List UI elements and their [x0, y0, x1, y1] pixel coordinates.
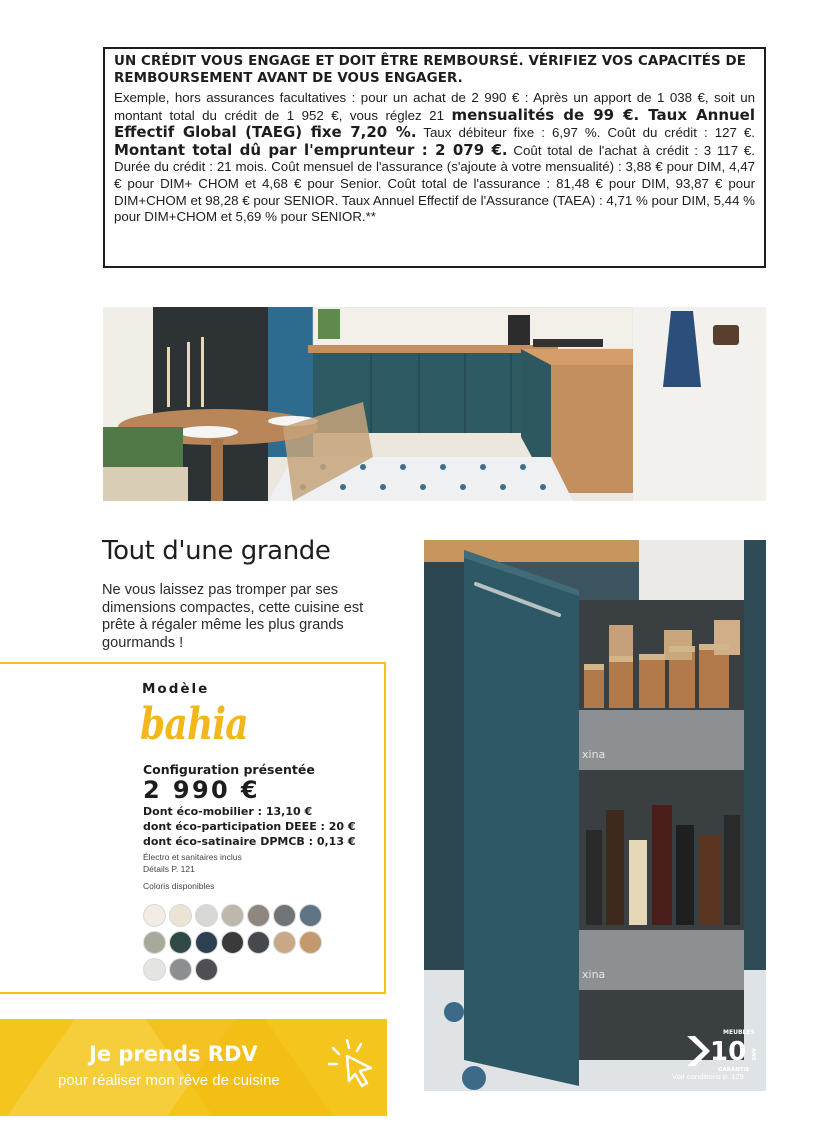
badge-caption: Voir conditions p. 129	[672, 1072, 744, 1081]
color-swatch	[299, 931, 322, 954]
credit-example-text	[114, 90, 755, 226]
eco-dpmcb: dont éco-satinaire DPMCB : 0,13 €	[143, 835, 356, 848]
model-name: bahia	[140, 699, 248, 750]
color-swatch	[195, 904, 218, 927]
model-label: Modèle	[142, 681, 210, 697]
color-swatch	[299, 904, 322, 927]
cta-subtitle: pour réaliser mon rêve de cuisine	[58, 1072, 280, 1089]
eco-deee: dont éco-participation DEEE : 20 €	[143, 820, 356, 833]
pullout-cabinet-illustration	[424, 540, 766, 1091]
color-swatch	[247, 931, 270, 954]
drawer-brand-upper: xina	[582, 748, 606, 761]
kitchen-overview-illustration	[103, 307, 766, 501]
color-swatch	[195, 958, 218, 981]
color-swatch	[143, 958, 166, 981]
color-swatch	[221, 904, 244, 927]
eco-mobilier: Dont éco-mobilier : 13,10 €	[143, 805, 313, 818]
color-swatch	[273, 931, 296, 954]
swatch-row	[143, 931, 333, 954]
credit-legal-box	[103, 47, 766, 268]
guarantee-badge-icon	[685, 1028, 760, 1074]
color-swatch	[221, 931, 244, 954]
details-page-note: Détails P. 121	[143, 864, 195, 874]
swatch-row	[143, 904, 333, 927]
cta-title[interactable]: Je prends RDV	[89, 1042, 258, 1066]
color-swatch	[169, 931, 192, 954]
color-swatch	[169, 958, 192, 981]
credit-text-bold2: Montant total dû par l'emprunteur : 2 079 €.	[114, 140, 508, 159]
color-swatch	[195, 931, 218, 954]
color-swatch	[169, 904, 192, 927]
cursor-click-icon	[325, 1036, 381, 1092]
color-swatch	[143, 931, 166, 954]
swatch-row	[143, 958, 333, 981]
credit-text-part3: Coût total de l'achat à crédit : 3 117 €. Durée du crédit : 21 mois. Coût mensuel de l'assurance (s'ajoute à votre mensualité) : 3,88 € pour DIM, 4,47 € pour DIM+ CHOM et 4,68 € pour Senior. Coût total de l'assurance : 81,48 € pour DIM, 93,87 € pour DIM+CHOM et 98,28 € pour SENIOR. Taux Annuel Effectif de l'Assurance (TAEA) : 4,71 % pour DIM, 5,44 % pour DIM+CHOM et 5,69 % pour SENIOR.**	[114, 142, 755, 225]
badge-bottom-text: GARANTIE	[718, 1067, 750, 1073]
guarantee-badge	[685, 1028, 760, 1074]
drawer-brand-lower: xina	[582, 968, 606, 981]
badge-years: ANS	[750, 1048, 756, 1061]
credit-text-bold1: mensualités de 99 €. Taux Annuel Effectif Global (TAEG) fixe 7,20 %.	[114, 105, 755, 142]
kitchen-overview-photo	[103, 307, 766, 501]
colors-label: Coloris disponibles	[143, 881, 215, 891]
color-swatch	[247, 904, 270, 927]
appointment-cta[interactable]	[0, 1019, 387, 1116]
badge-number: 10	[710, 1037, 747, 1067]
intro-paragraph: Ne vous laissez pas tromper par ses dimensions compactes, cette cuisine est prête à régaler même les plus grands gourmands !	[102, 582, 364, 651]
configuration-label: Configuration présentée	[143, 762, 315, 777]
color-swatches	[143, 904, 333, 985]
price: 2 990 €	[143, 776, 261, 804]
appliances-note: Électro et sanitaires inclus	[143, 852, 242, 862]
color-swatch	[143, 904, 166, 927]
credit-warning-title: UN CRÉDIT VOUS ENGAGE ET DOIT ÊTRE REMBOURSÉ. VÉRIFIEZ VOS CAPACITÉS DE REMBOURSEMENT AVANT DE VOUS ENGAGER.	[114, 54, 747, 86]
credit-text-part2: Taux débiteur fixe : 6,97 %. Coût du crédit : 127 €.	[416, 125, 755, 141]
pullout-cabinet-photo	[424, 540, 766, 1091]
credit-text-part1: Exemple, hors assurances facultatives : pour un achat de 2 990 € : Après un apport de 1 038 €, soit un montant total du crédit de 1 952 €, vous réglez 21	[114, 90, 755, 123]
eco-fees	[143, 804, 356, 849]
page-headline: Tout d'une grande	[102, 536, 331, 566]
color-swatch	[273, 904, 296, 927]
badge-top-text: MEUBLES	[723, 1029, 755, 1036]
